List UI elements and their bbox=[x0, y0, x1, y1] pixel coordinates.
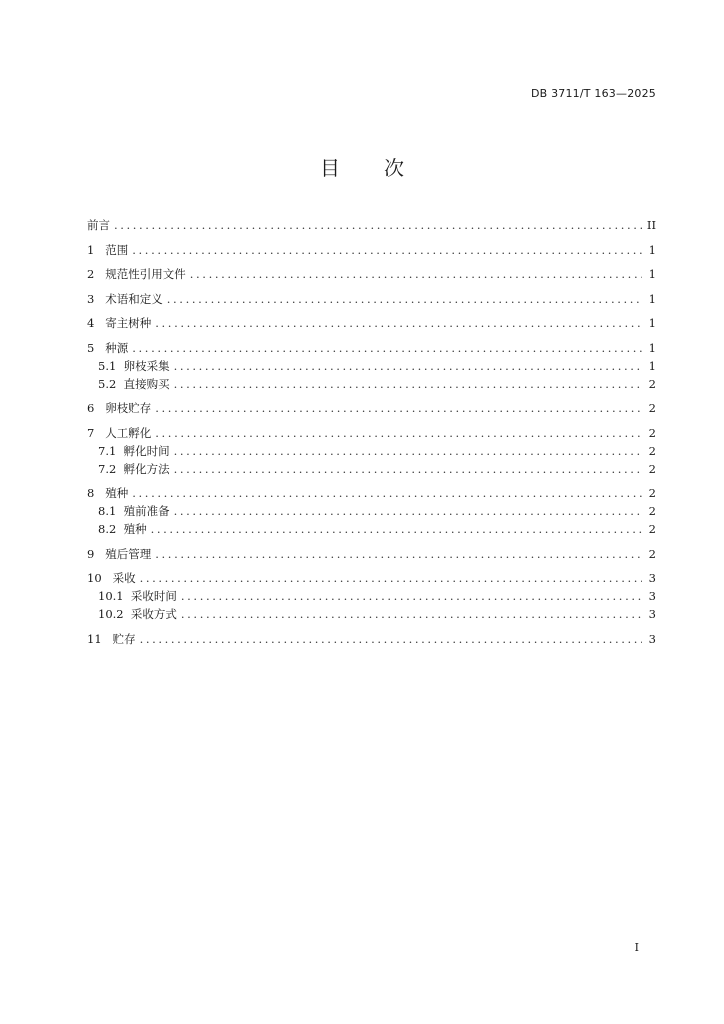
toc-leader-dots bbox=[132, 341, 642, 356]
toc-leader-dots bbox=[140, 571, 642, 586]
toc-entry-title: 术语和定义 bbox=[105, 291, 163, 306]
toc-entry-gap bbox=[94, 292, 105, 307]
toc-entry-number: 1 bbox=[87, 242, 95, 257]
toc-leader-dots bbox=[155, 401, 642, 416]
toc-entry-page: 2 bbox=[648, 443, 656, 458]
toc-entry-title: 前言 bbox=[87, 218, 110, 232]
toc-entry-gap bbox=[116, 504, 123, 519]
toc-entry-gap bbox=[94, 486, 105, 501]
toc-entry-page: 2 bbox=[648, 486, 656, 500]
table-of-contents bbox=[87, 218, 656, 647]
toc-entry-title: 孵化时间 bbox=[123, 443, 170, 458]
toc-entry[interactable] bbox=[87, 444, 656, 459]
toc-entry-title: 殖种 bbox=[123, 522, 147, 536]
toc-entry-page: II bbox=[646, 218, 656, 232]
toc-entry[interactable] bbox=[87, 316, 656, 331]
toc-entry-title: 孵化方法 bbox=[123, 461, 170, 476]
toc-leader-dots bbox=[155, 547, 642, 562]
document-code: DB 3711/T 163—2025 bbox=[530, 87, 656, 100]
toc-entry-page: 2 bbox=[648, 461, 656, 476]
toc-entry-page: 2 bbox=[648, 546, 656, 561]
toc-entry-number: 5.1 bbox=[98, 358, 117, 373]
toc-entry[interactable] bbox=[87, 486, 656, 501]
toc-entry-page: 1 bbox=[648, 358, 656, 373]
toc-entry[interactable] bbox=[87, 377, 656, 392]
toc-leader-dots bbox=[132, 486, 642, 501]
toc-entry-gap bbox=[116, 377, 123, 392]
toc-entry-number: 11 bbox=[87, 631, 102, 646]
toc-entry-page: 1 bbox=[648, 340, 656, 355]
toc-entry-number: 8.1 bbox=[98, 504, 117, 518]
toc-leader-dots bbox=[151, 522, 642, 537]
toc-entry-page: 2 bbox=[648, 401, 656, 415]
toc-entry[interactable] bbox=[87, 504, 656, 519]
toc-entry-page: 1 bbox=[648, 316, 656, 330]
toc-entry-title: 规范性引用文件 bbox=[105, 267, 186, 281]
toc-entry-title: 种源 bbox=[105, 340, 129, 355]
toc-entry-page: 2 bbox=[648, 425, 656, 440]
toc-entry[interactable] bbox=[87, 243, 656, 258]
toc-entry-page: 2 bbox=[648, 376, 656, 391]
toc-entry-gap bbox=[94, 341, 105, 356]
page-title: 目次 bbox=[320, 156, 448, 180]
toc-entry-title: 殖前准备 bbox=[123, 504, 170, 518]
toc-entry-gap bbox=[94, 401, 105, 416]
toc-entry[interactable] bbox=[87, 462, 656, 477]
toc-entry-number: 7.1 bbox=[98, 443, 117, 458]
toc-leader-dots bbox=[174, 359, 642, 374]
toc-entry-gap bbox=[124, 607, 131, 622]
toc-leader-dots bbox=[174, 462, 642, 477]
toc-entry-title: 采收时间 bbox=[130, 589, 177, 603]
toc-entry-title: 殖后管理 bbox=[105, 546, 152, 561]
toc-entry-gap bbox=[94, 316, 105, 331]
toc-entry-title: 寄主树种 bbox=[105, 316, 152, 330]
toc-entry-page: 1 bbox=[648, 267, 656, 281]
toc-leader-dots bbox=[167, 292, 642, 307]
toc-leader-dots bbox=[174, 377, 642, 392]
toc-entry-title: 卵枝贮存 bbox=[105, 401, 152, 415]
toc-leader-dots bbox=[155, 316, 642, 331]
toc-leader-dots bbox=[174, 444, 642, 459]
toc-entry-number: 7.2 bbox=[98, 461, 117, 476]
toc-entry-page: 2 bbox=[648, 522, 656, 536]
toc-entry-title: 贮存 bbox=[112, 631, 136, 646]
toc-entry-number: 4 bbox=[87, 316, 95, 330]
toc-entry-gap bbox=[102, 571, 113, 586]
toc-entry-page: 3 bbox=[648, 607, 656, 621]
toc-entry[interactable] bbox=[87, 632, 656, 647]
toc-entry[interactable] bbox=[87, 359, 656, 374]
toc-entry-title: 卵枝采集 bbox=[123, 358, 170, 373]
toc-entry[interactable] bbox=[87, 292, 656, 307]
toc-entry-gap bbox=[94, 426, 105, 441]
toc-entry-gap bbox=[116, 359, 123, 374]
toc-entry-title: 采收方式 bbox=[130, 607, 177, 621]
toc-entry-number: 10.1 bbox=[98, 589, 124, 603]
toc-entry[interactable] bbox=[87, 426, 656, 441]
toc-entry-gap bbox=[116, 462, 123, 477]
toc-entry-number: 7 bbox=[87, 425, 95, 440]
toc-entry-number: 5 bbox=[87, 340, 95, 355]
toc-entry-number: 10 bbox=[87, 571, 102, 585]
toc-entry[interactable] bbox=[87, 571, 656, 586]
toc-entry-number: 8.2 bbox=[98, 522, 117, 536]
toc-entry-title: 采收 bbox=[112, 571, 136, 585]
toc-leader-dots bbox=[181, 589, 642, 604]
toc-entry-gap bbox=[124, 589, 131, 604]
toc-entry[interactable] bbox=[87, 589, 656, 604]
toc-entry-title: 人工孵化 bbox=[105, 425, 152, 440]
toc-entry[interactable] bbox=[87, 341, 656, 356]
toc-entry[interactable] bbox=[87, 401, 656, 416]
toc-entry[interactable] bbox=[87, 267, 656, 282]
toc-entry-gap bbox=[94, 547, 105, 562]
toc-entry-number: 6 bbox=[87, 401, 95, 415]
toc-entry-number: 2 bbox=[87, 267, 95, 281]
toc-entry[interactable] bbox=[87, 607, 656, 622]
toc-leader-dots bbox=[174, 504, 642, 519]
toc-entry-title: 直接购买 bbox=[123, 376, 170, 391]
toc-entry-title: 殖种 bbox=[105, 486, 129, 500]
toc-entry-number: 8 bbox=[87, 486, 95, 500]
toc-leader-dots bbox=[190, 267, 642, 282]
toc-entry-number: 10.2 bbox=[98, 607, 124, 621]
toc-entry[interactable] bbox=[87, 218, 656, 233]
toc-entry-page: 2 bbox=[648, 504, 656, 518]
toc-entry-gap bbox=[116, 444, 123, 459]
toc-entry[interactable] bbox=[87, 522, 656, 537]
toc-leader-dots bbox=[114, 218, 642, 233]
toc-entry-page: 3 bbox=[648, 589, 656, 603]
page-number: I bbox=[634, 941, 639, 954]
toc-entry-gap bbox=[102, 632, 113, 647]
toc-entry-gap bbox=[94, 267, 105, 282]
toc-entry-gap bbox=[116, 522, 123, 537]
toc-entry-number: 9 bbox=[87, 546, 95, 561]
toc-entry-title: 范围 bbox=[105, 242, 129, 257]
toc-entry-page: 3 bbox=[648, 631, 656, 646]
toc-entry[interactable] bbox=[87, 547, 656, 562]
toc-entry-page: 1 bbox=[648, 242, 656, 257]
toc-leader-dots bbox=[181, 607, 642, 622]
toc-leader-dots bbox=[140, 632, 642, 647]
toc-entry-page: 3 bbox=[648, 571, 656, 585]
toc-leader-dots bbox=[132, 243, 642, 258]
toc-entry-gap bbox=[94, 243, 105, 258]
toc-entry-number: 3 bbox=[87, 291, 95, 306]
toc-entry-number: 5.2 bbox=[98, 376, 117, 391]
toc-entry-page: 1 bbox=[648, 291, 656, 306]
toc-leader-dots bbox=[155, 426, 642, 441]
